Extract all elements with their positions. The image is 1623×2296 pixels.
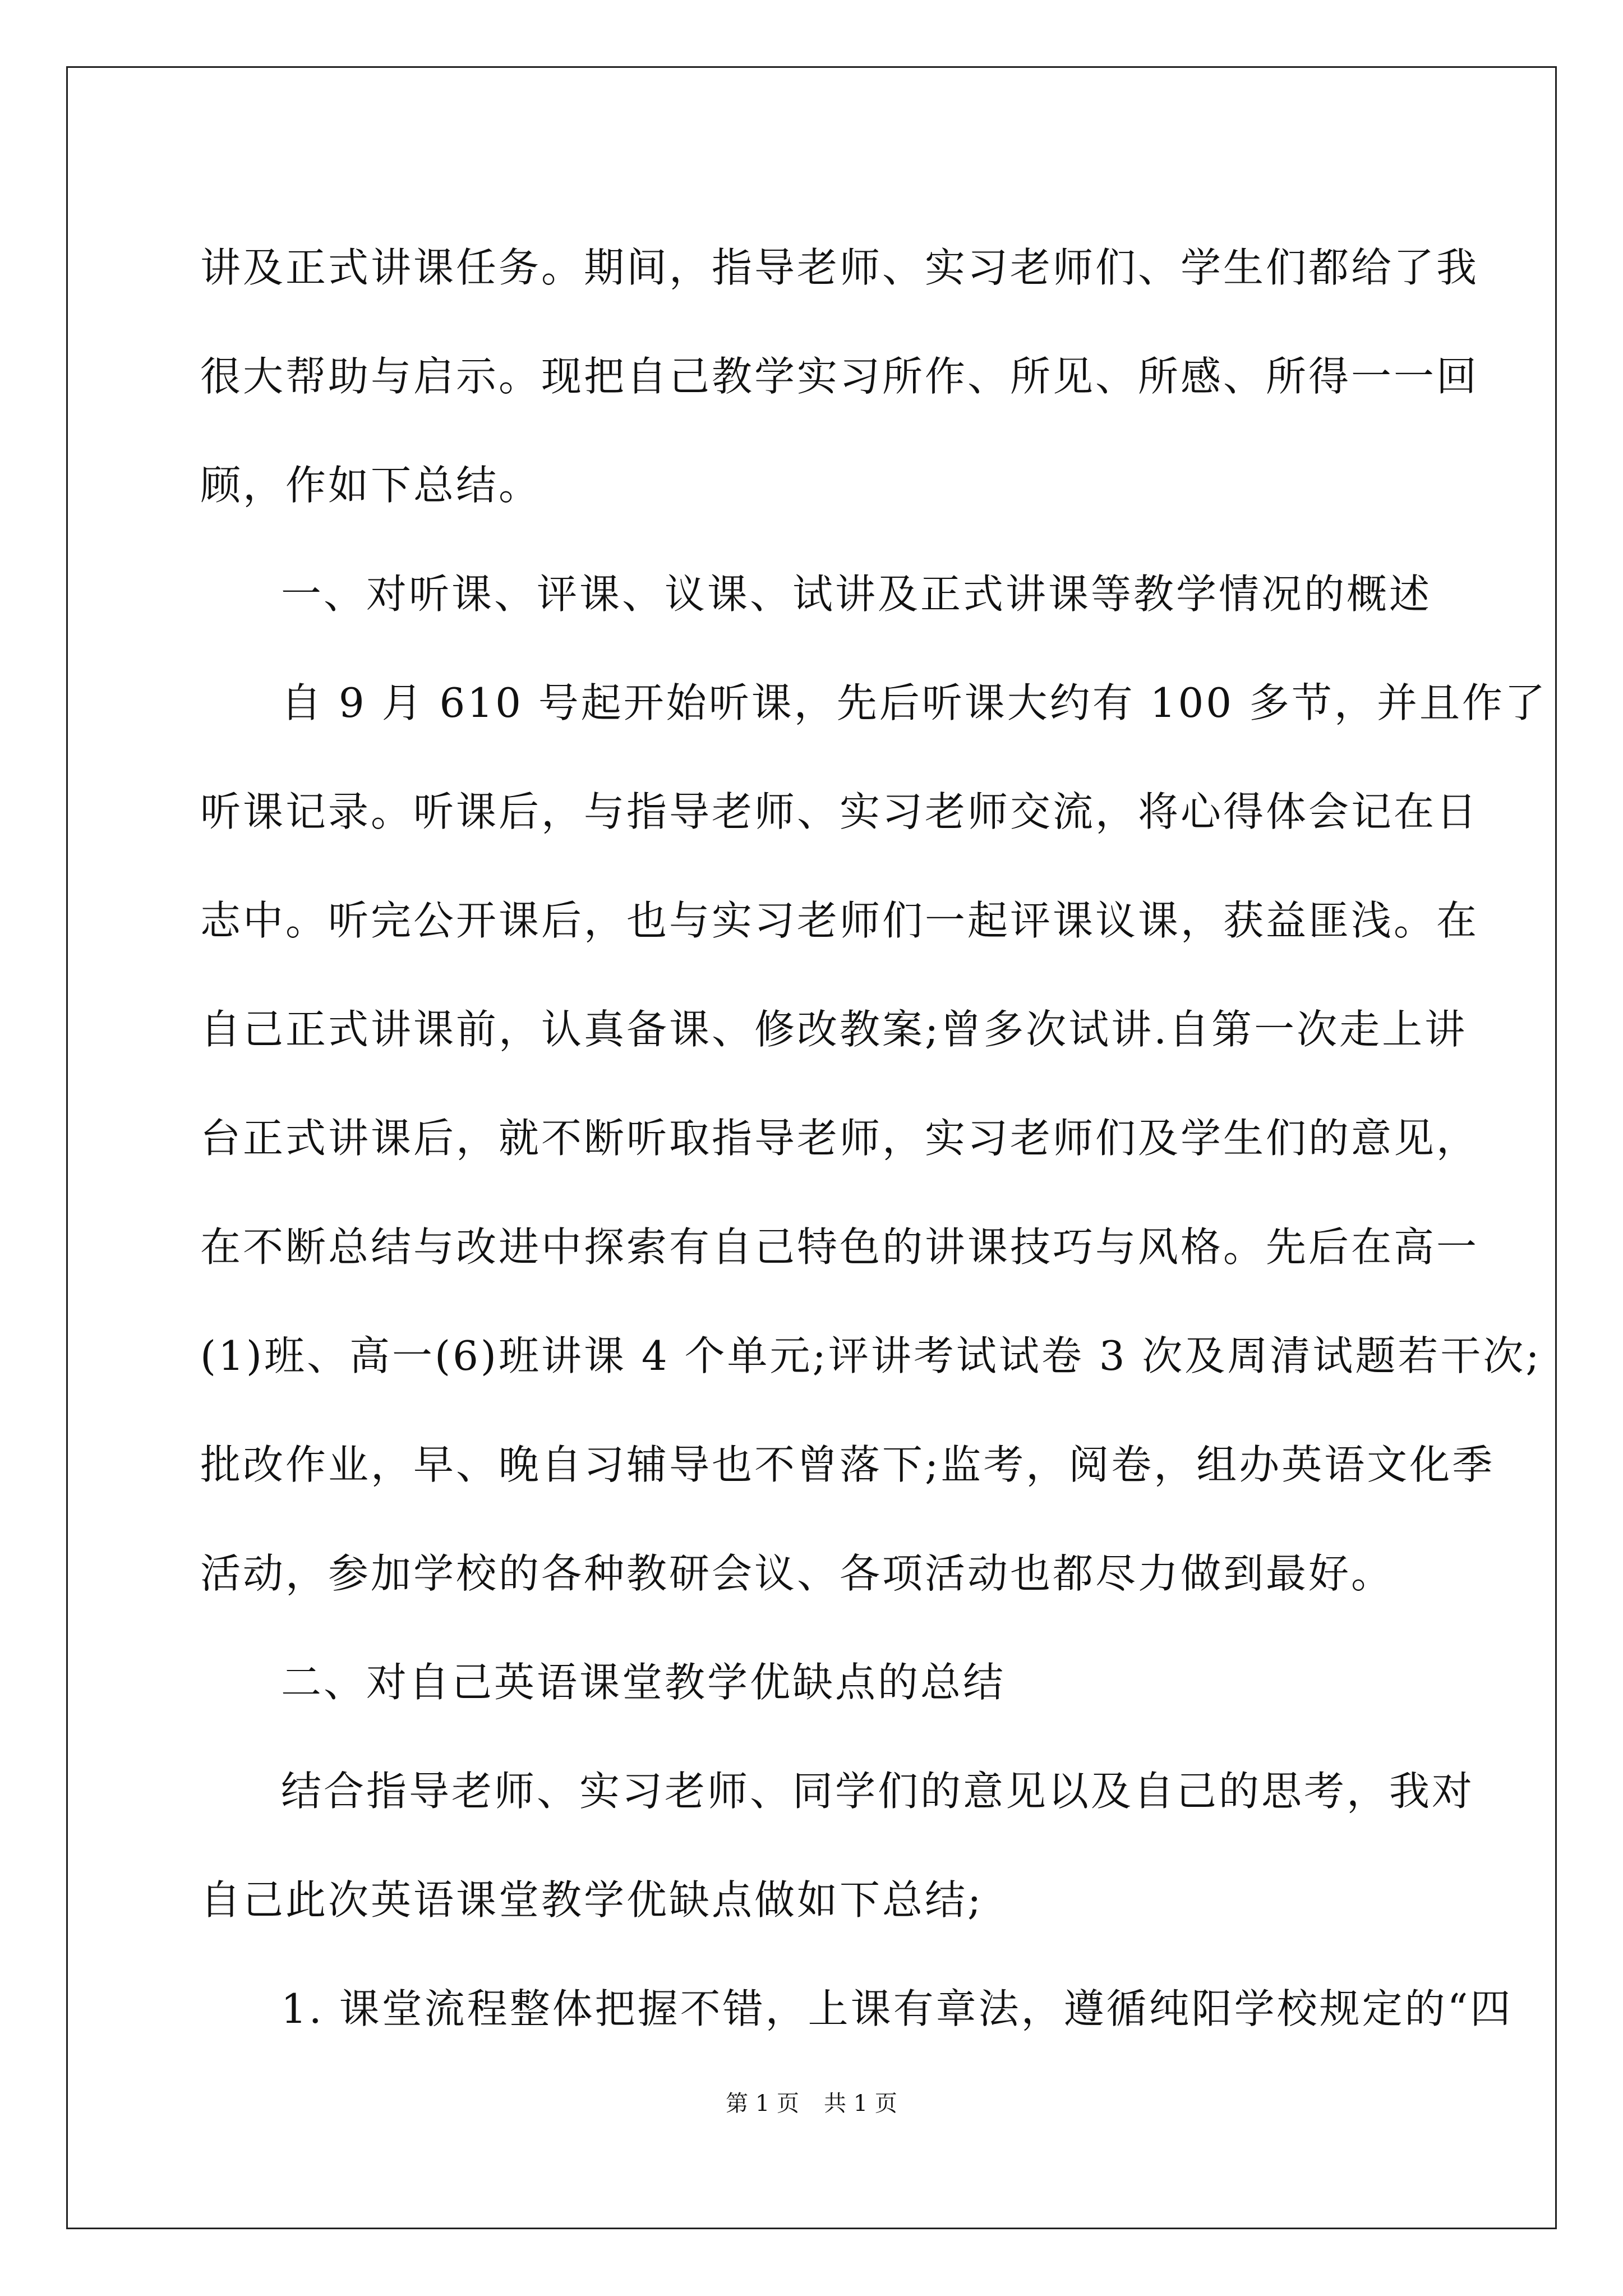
text-line: 很大帮助与启示。现把自己教学实习所作、所见、所感、所得一一回: [200, 353, 1479, 400]
paragraph-start: 结合指导老师、实习老师、同学们的意见以及自己的思考，我对: [281, 1768, 1475, 1815]
text-line: 听课记录。听课后，与指导老师、实习老师交流，将心得体会记在日: [200, 788, 1479, 835]
page-total: 共 1 页: [824, 2091, 897, 2116]
text-line: 台正式讲课后，就不断听取指导老师，实习老师们及学生们的意见，: [200, 1115, 1479, 1162]
text-line: 在不断总结与改进中探索有自己特色的讲课技巧与风格。先后在高一: [200, 1223, 1479, 1271]
text-line: 活动，参加学校的各种教研会议、各项活动也都尽力做到最好。: [200, 1550, 1394, 1597]
text-line: 批改作业，早、晚自习辅导也不曾落下;监考，阅卷，组办英语文化季: [200, 1441, 1495, 1488]
page-footer: [0, 2087, 1623, 2120]
section-heading: 二、对自己英语课堂教学优缺点的总结: [281, 1659, 1006, 1706]
text-line: 顾，作如下总结。: [200, 462, 542, 509]
text-line: 自己此次英语课堂教学优缺点做如下总结;: [200, 1876, 984, 1924]
text-line: (1)班、高一(6)班讲课 4 个单元;评讲考试试卷 3 次及周清试题若干次;: [200, 1332, 1542, 1379]
page-number: 第 1 页: [726, 2091, 799, 2116]
section-heading: 一、对听课、评课、议课、试讲及正式讲课等教学情况的概述: [281, 570, 1432, 618]
paragraph-start: 自 9 月 610 号起开始听课，先后听课大约有 100 多节，并且作了: [281, 679, 1547, 726]
text-line: 自己正式讲课前，认真备课、修改教案;曾多次试讲.自第一次走上讲: [200, 1006, 1468, 1053]
list-item: 1. 课堂流程整体把握不错，上课有章法，遵循纯阳学校规定的“四: [281, 1985, 1513, 2032]
document-body: [200, 213, 1547, 2063]
text-line: 志中。听完公开课后，也与实习老师们一起评课议课，获益匪浅。在: [200, 897, 1479, 944]
text-line: 讲及正式讲课任务。期间，指导老师、实习老师们、学生们都给了我: [200, 244, 1479, 291]
